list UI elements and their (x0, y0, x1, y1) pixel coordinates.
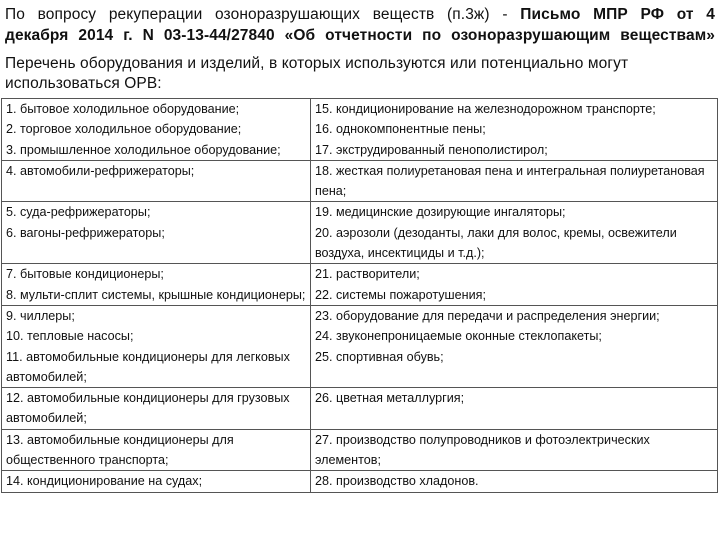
list-item: 16. однокомпонентные пены; (315, 122, 486, 137)
table-row (2, 388, 718, 430)
list-item: 26. цветная металлургия; (315, 391, 465, 406)
table-row (2, 160, 718, 202)
title-text: По вопросу рекуперации озоноразрушающих веществ (п.3ж) - (5, 6, 521, 23)
right-cell (311, 429, 718, 471)
left-cell (2, 202, 311, 264)
list-item: 11. автомобильные кондиционеры для легковых автомобилей; (6, 349, 290, 384)
title-bold-part1: Письмо МПР РФ от 4 (520, 6, 716, 23)
equipment-table (1, 98, 718, 493)
left-cell (2, 160, 311, 202)
table-row (2, 305, 718, 387)
table-row (2, 99, 718, 161)
list-item: 10. тепловые насосы; (6, 329, 134, 344)
list-item: 2. торговое холодильное оборудование; (6, 122, 242, 137)
left-cell (2, 264, 311, 306)
table-row (2, 429, 718, 471)
list-item: 3. промышленное холодильное оборудование; (6, 142, 281, 157)
table-row (2, 264, 718, 306)
list-item: 8. мульти-сплит системы, крышные кондиционеры; (6, 287, 306, 302)
left-cell (2, 388, 311, 430)
list-item: 7. бытовые кондиционеры; (6, 267, 164, 282)
right-cell (311, 305, 718, 387)
list-item: 25. спортивная обувь; (315, 349, 444, 364)
intro-text: Перечень оборудования и изделий, в которых используются или потенциально могут использоваться ОРВ: (5, 55, 629, 92)
list-item: 24. звуконепроницаемые оконные стеклопакеты; (315, 329, 602, 344)
list-item: 19. медицинские дозирующие ингаляторы; (315, 205, 566, 220)
document-header (5, 4, 715, 94)
right-cell (311, 471, 718, 492)
list-item: 6. вагоны-рефрижераторы; (6, 225, 165, 240)
table-body (2, 99, 718, 493)
list-item: 15. кондиционирование на железнодорожном транспорте; (315, 102, 656, 116)
left-cell (2, 99, 311, 161)
title-bold-part2: декабря 2014 г. N 03-13-44/27840 «Об отчетности по озоноразрушающим веществам» (5, 27, 715, 44)
title (5, 4, 715, 46)
right-cell (311, 264, 718, 306)
list-item: 1. бытовое холодильное оборудование; (6, 102, 240, 116)
table-row (2, 471, 718, 492)
left-cell (2, 471, 311, 492)
right-cell (311, 99, 718, 161)
table-row (2, 202, 718, 264)
list-item: 9. чиллеры; (6, 308, 75, 323)
right-cell (311, 202, 718, 264)
right-cell (311, 160, 718, 202)
list-item: 14. кондиционирование на судах; (6, 474, 203, 489)
list-item: 4. автомобили-рефрижераторы; (6, 163, 195, 178)
list-item: 28. производство хладонов. (315, 474, 479, 489)
list-item: 17. экструдированный пенополистирол; (315, 142, 548, 157)
list-item: 13. автомобильные кондиционеры для общественного транспорта; (6, 432, 234, 468)
list-item: 27. производство полупроводников и фотоэлектрических элементов; (315, 432, 650, 468)
left-cell (2, 305, 311, 387)
right-cell (311, 388, 718, 430)
list-item: 22. системы пожаротушения; (315, 287, 486, 302)
left-cell (2, 429, 311, 471)
list-item: 20. аэрозоли (дезоданты, лаки для волос, кремы, освежители воздуха, инсектициды и т.д.); (315, 225, 677, 261)
list-item: 21. растворители; (315, 267, 420, 282)
list-item: 23. оборудование для передачи и распределения энергии; (315, 308, 660, 323)
list-item: 12. автомобильные кондиционеры для грузовых автомобилей; (6, 391, 290, 426)
list-item: 18. жесткая полиуретановая пена и интегральная полиуретановая пена; (315, 163, 705, 199)
list-item: 5. суда-рефрижераторы; (6, 205, 151, 220)
